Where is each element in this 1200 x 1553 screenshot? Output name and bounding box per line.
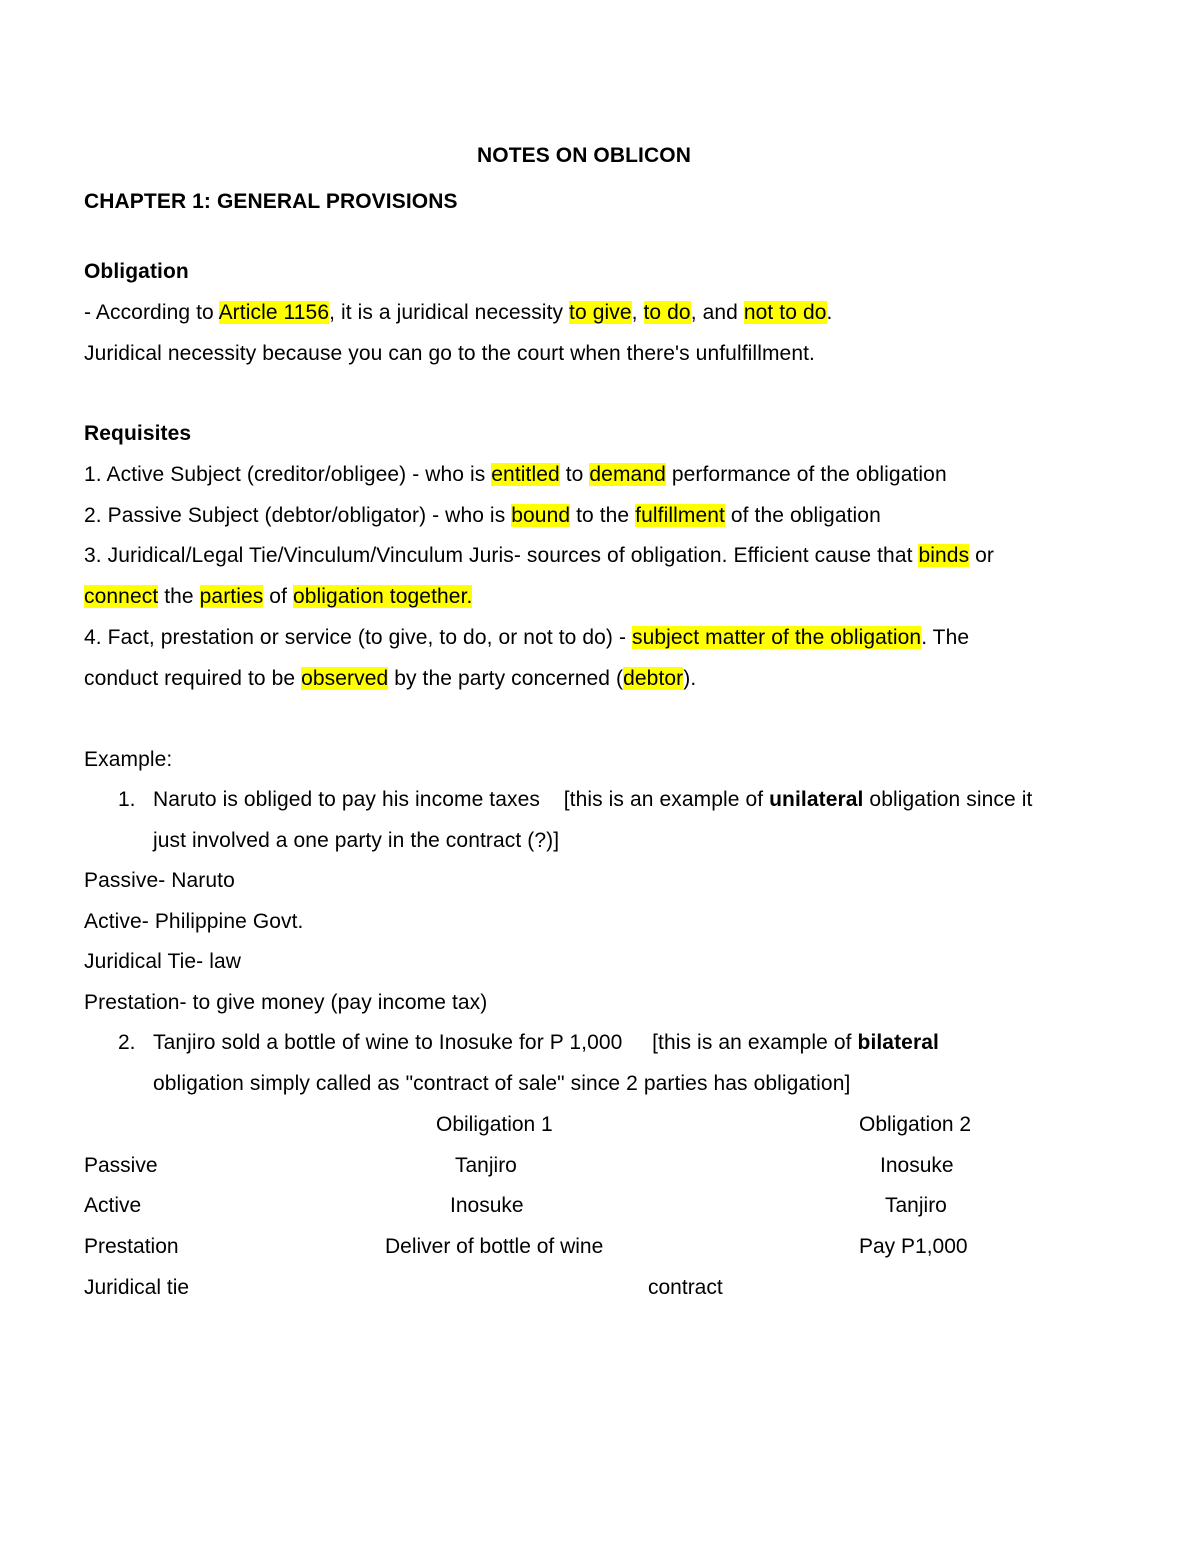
- requisite-3-line-1: 3. Juridical/Legal Tie/Vinculum/Vinculum Juris- sources of obligation. Efficient cause that binds or: [84, 544, 994, 567]
- highlight-not-to-do: not to do: [743, 301, 827, 324]
- requisites-heading: Requisites: [84, 422, 192, 445]
- requisite-2: 2. Passive Subject (debtor/obligator) - who is bound to the fulfillment of the obligation: [84, 504, 881, 527]
- document-title: NOTES ON OBLICON: [477, 144, 691, 167]
- table-cell: Inosuke: [880, 1154, 954, 1177]
- table-header-obligation-2: Obligation 2: [859, 1113, 972, 1136]
- table-row-label: Active: [84, 1194, 142, 1217]
- requisite-4-line-2: conduct required to be observed by the party concerned (debtor).: [84, 667, 697, 690]
- table-cell: Tanjiro: [455, 1154, 517, 1177]
- example-1-active: Active- Philippine Govt.: [84, 910, 304, 933]
- table-row-label: Juridical tie: [84, 1276, 190, 1299]
- table-header-obligation-1: Obiligation 1: [436, 1113, 553, 1136]
- requisite-3-line-2: connect the parties of obligation together.: [84, 585, 473, 608]
- example-label: Example:: [84, 748, 173, 771]
- highlight-article: Article 1156: [218, 301, 330, 324]
- example-1-prestation: Prestation- to give money (pay income tax): [84, 991, 488, 1014]
- obligation-definition: - According to Article 1156, it is a juridical necessity to give, to do, and not to do.: [84, 301, 833, 324]
- table-row-label: Prestation: [84, 1235, 179, 1258]
- obligation-explanation: Juridical necessity because you can go to the court when there's unfulfillment.: [84, 342, 815, 365]
- highlight-to-give: to give: [569, 301, 632, 324]
- table-cell: Deliver of bottle of wine: [385, 1235, 604, 1258]
- chapter-heading: CHAPTER 1: GENERAL PROVISIONS: [84, 190, 458, 213]
- example-2-number: 2.: [118, 1031, 136, 1054]
- highlight-to-do: to do: [643, 301, 691, 324]
- table-cell-contract: contract: [648, 1276, 723, 1299]
- example-1-passive: Passive- Naruto: [84, 869, 235, 892]
- obligation-heading: Obligation: [84, 260, 189, 283]
- example-1-number: 1.: [118, 788, 136, 811]
- requisite-4-line-1: 4. Fact, prestation or service (to give, to do, or not to do) - subject matter of the obligation. The: [84, 626, 970, 649]
- example-2-line-1: Tanjiro sold a bottle of wine to Inosuke for P 1,000 [this is an example of bilateral: [153, 1031, 939, 1054]
- table-cell: Pay P1,000: [859, 1235, 968, 1258]
- example-1-line-1: Naruto is obliged to pay his income taxes [this is an example of unilateral obligation since it: [153, 788, 1033, 811]
- requisite-1: 1. Active Subject (creditor/obligee) - who is entitled to demand performance of the obligation: [84, 463, 947, 486]
- example-2-line-2: obligation simply called as "contract of sale" since 2 parties has obligation]: [153, 1072, 851, 1095]
- table-cell: Inosuke: [450, 1194, 524, 1217]
- example-1-line-2: just involved a one party in the contract (?)]: [153, 829, 560, 852]
- table-cell: Tanjiro: [885, 1194, 947, 1217]
- table-row-label: Passive: [84, 1154, 158, 1177]
- example-1-juridical-tie: Juridical Tie- law: [84, 950, 242, 973]
